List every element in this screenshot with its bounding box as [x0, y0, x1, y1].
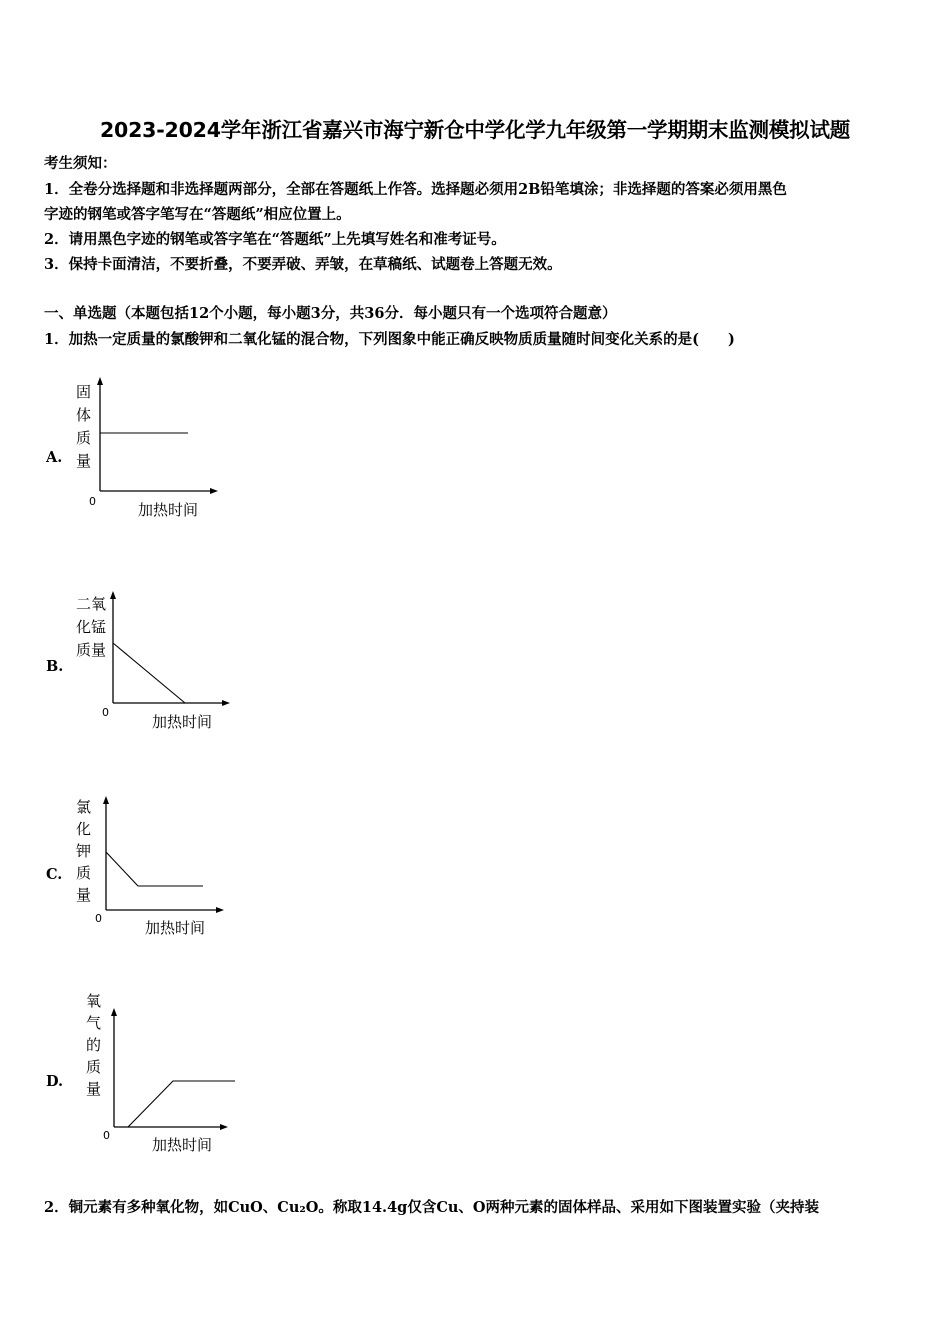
ylabel-char: 量: [76, 452, 92, 470]
ylabel-line: 化锰: [76, 618, 107, 636]
ylabel-char: 质: [76, 864, 92, 882]
curve-c: [106, 852, 203, 886]
graph-b: [60, 585, 250, 735]
page-title: 2023-2024学年浙江省嘉兴市海宁新仓中学化学九年级第一学期期末监测模拟试题: [99, 118, 851, 142]
ylabel-char: 氯: [76, 798, 92, 816]
x-axis-arrow-icon: [216, 907, 224, 913]
notice-heading: 考生须知：: [44, 155, 117, 172]
origin-label: 0: [95, 912, 102, 925]
notice-item-2: 2．请用黑色字迹的钢笔或答字笔在“答题纸”上先填写姓名和准考证号。: [44, 231, 506, 248]
section-title: 一、单选题（本题包括12个小题，每小题3分，共36分．每小题只有一个选项符合题意）: [44, 305, 617, 322]
ylabel-char: 量: [86, 1080, 102, 1098]
x-axis-arrow-icon: [210, 488, 218, 494]
ylabel-char: 体: [76, 406, 92, 424]
ylabel-char: 质: [76, 429, 92, 447]
ylabel-char: 的: [86, 1036, 102, 1054]
origin-label: 0: [103, 1129, 110, 1142]
y-axis-arrow-icon: [110, 591, 116, 599]
y-axis-arrow-icon: [111, 1008, 117, 1016]
y-axis-arrow-icon: [97, 377, 103, 385]
graph-d: [60, 990, 250, 1155]
option-a-label[interactable]: A.: [46, 449, 63, 466]
option-d-label[interactable]: D.: [46, 1073, 64, 1090]
y-axis-arrow-icon: [103, 796, 109, 804]
notice-item-3: 3．保持卡面清洁，不要折叠，不要弄破、弄皱，在草稿纸、试题卷上答题无效。: [44, 256, 562, 273]
ylabel-line: 二氧: [76, 595, 107, 613]
ylabel-char: 钾: [76, 842, 92, 860]
question-2-stem: 2．铜元素有多种氧化物，如CuO、Cu₂O。称取14.4g仅含Cu、O两种元素的固体样品、采用如下图装置实验（夹持装: [44, 1199, 820, 1216]
notice-item-1-cont: 字迹的钢笔或答字笔写在“答题纸”相应位置上。: [44, 206, 351, 223]
origin-label: 0: [102, 706, 109, 719]
ylabel-char: 质: [86, 1058, 102, 1076]
option-c-label[interactable]: C.: [46, 866, 63, 883]
xlabel: 加热时间: [145, 919, 206, 937]
ylabel-char: 氧: [86, 992, 102, 1010]
graph-a: [60, 372, 240, 522]
origin-label: 0: [89, 495, 96, 508]
question-1-stem: 1．加热一定质量的氯酸钾和二氧化锰的混合物，下列图象中能正确反映物质质量随时间变化关系的是( ): [44, 331, 735, 348]
ylabel-char: 量: [76, 886, 92, 904]
xlabel: 加热时间: [152, 713, 213, 731]
notice-item-1: 1．全卷分选择题和非选择题两部分，全部在答题纸上作答。选择题必须用2B铅笔填涂；非选择题的答案必须用黑色: [44, 181, 787, 198]
curve-b: [113, 643, 185, 703]
xlabel: 加热时间: [152, 1136, 213, 1154]
ylabel-char: 化: [76, 820, 92, 838]
xlabel: 加热时间: [138, 501, 199, 519]
option-b-label[interactable]: B.: [46, 658, 64, 675]
ylabel-line: 质量: [76, 641, 107, 659]
graph-c: [60, 790, 240, 945]
x-axis-arrow-icon: [222, 700, 230, 706]
ylabel-char: 固: [76, 383, 92, 401]
x-axis-arrow-icon: [220, 1124, 228, 1130]
ylabel-char: 气: [86, 1014, 102, 1032]
curve-d: [128, 1081, 235, 1127]
